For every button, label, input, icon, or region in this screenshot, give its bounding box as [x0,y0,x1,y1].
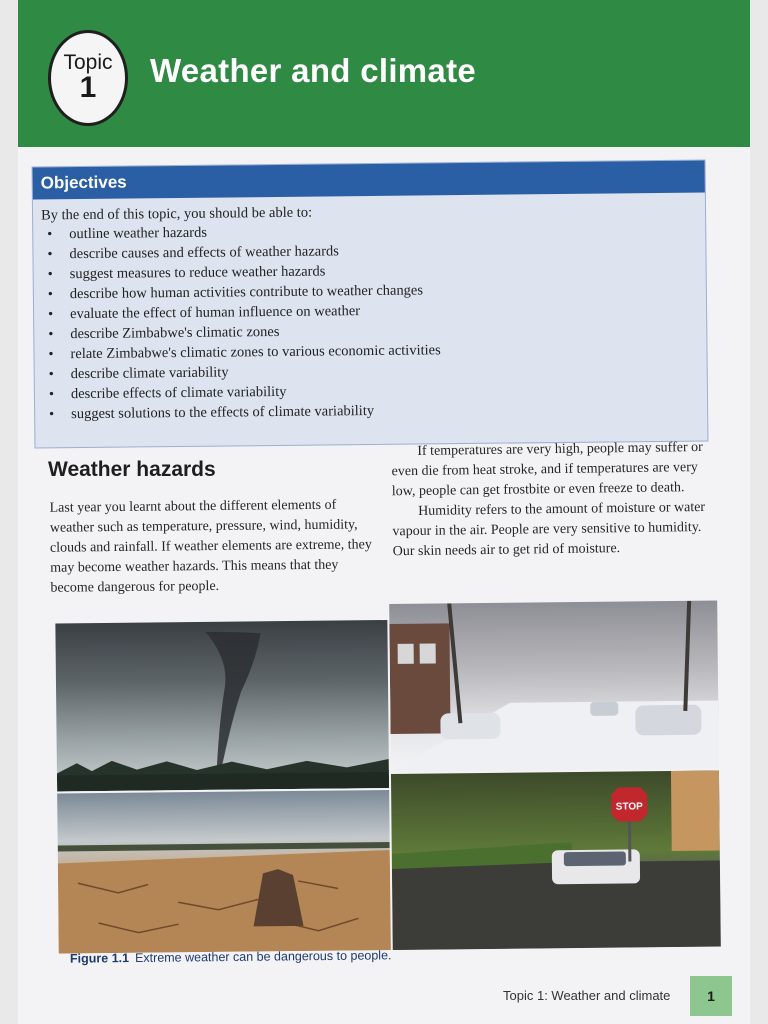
objective-text: outline weather hazards [69,224,208,243]
bullet-icon: • [48,326,54,343]
objectives-heading: Objectives [33,160,705,199]
figure-label: Figure 1.1 [69,951,130,966]
objectives-intro: By the end of this topic, you should be able to: [40,204,313,224]
bullet-icon: • [48,366,54,383]
objectives-list [33,217,707,424]
page-number: 1 [690,976,732,1016]
topic-number: 1 [79,71,97,104]
running-footer: Topic 1: Weather and climate [503,988,671,1003]
body-paragraph: Humidity refers to the amount of moisture or water vapour in the air. People are very sensitive to humidity. Our skin needs air to get rid of moisture. [392,499,706,560]
section-heading: Weather hazards [48,458,216,481]
objective-text: relate Zimbabwe's climatic zones to various economic activities [70,342,441,363]
objective-text: describe climate variability [70,364,229,383]
left-column [49,495,380,598]
snow-street-illustration [389,601,719,772]
objective-text: suggest solutions to the effects of climate variability [71,402,375,423]
flood-illustration [391,771,721,950]
objective-text: evaluate the effect of human influence on weather [70,303,361,323]
tornado-photo [55,620,389,791]
objective-text: describe causes and effects of weather hazards [69,243,339,263]
right-column [391,438,723,563]
body-paragraph: Last year you learnt about the different elements of weather such as temperature, pressure, wind, humidity, clouds and rainfall. If weather elements are extreme, they may become weather hazards. This means that they become dangerous for people. [49,497,372,596]
topic-header [18,0,750,147]
figure-photos [55,601,721,956]
bullet-icon: • [47,286,54,303]
drought-illustration [57,790,391,953]
topic-badge [48,30,128,126]
topic-title: Weather and climate [150,52,477,89]
drought-photo [57,790,391,953]
bullet-icon: • [48,346,54,363]
figure-caption-text: Extreme weather can be dangerous to people. [134,948,392,966]
stop-sign-text: STOP [615,801,643,813]
bullet-icon: • [47,246,53,263]
bullet-icon: • [47,226,53,243]
bullet-icon: • [49,406,55,423]
bullet-icon: • [48,386,55,403]
objectives-box [32,159,709,448]
bullet-icon: • [48,306,54,323]
objective-text: describe Zimbabwe's climatic zones [70,323,280,343]
objective-text: describe how human activities contribute to weather changes [69,282,424,303]
objective-text: describe effects of climate variability [70,383,287,403]
tornado-illustration [55,620,389,791]
flood-photo [391,771,721,950]
objective-text: suggest measures to reduce weather hazards [69,263,326,283]
topic-word: Topic [63,51,113,74]
bullet-icon: • [47,266,53,283]
snow-street-photo [389,601,719,772]
body-paragraph: If temperatures are very high, people may suffer or even die from heat stroke, and if temperatures are very low, people can get frostbite or even freeze to death. [391,439,703,500]
